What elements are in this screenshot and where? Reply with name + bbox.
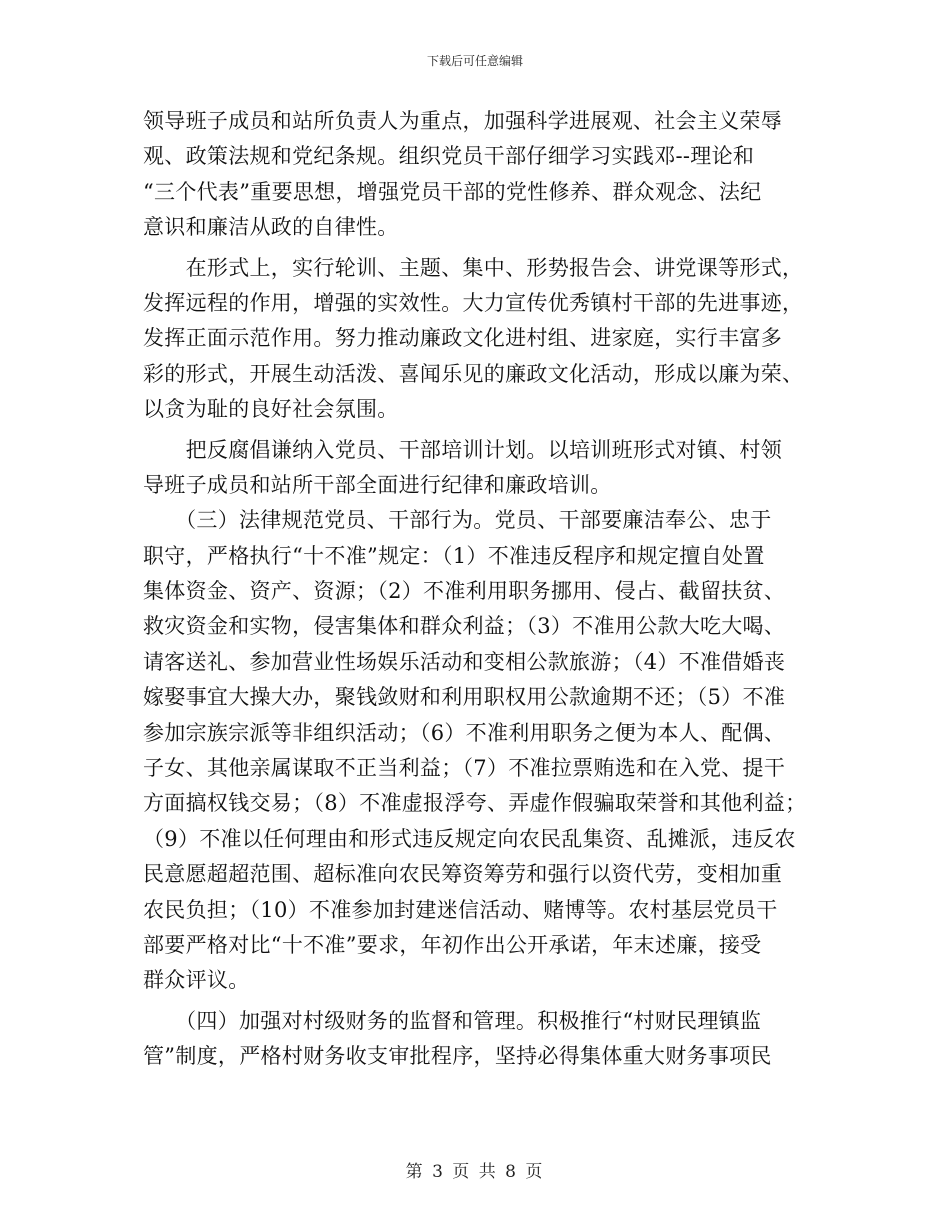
document-body — [143, 104, 813, 1075]
text-line: 把反腐倡谦纳入党员、干部培训计划。以培训班形式对镇、村领 — [143, 437, 782, 462]
text-line: 救灾资金和实物，侵害集体和群众利益；（3）不准用公款大吃大喝、 — [143, 614, 786, 639]
text-line: “三个代表”重要思想，增强党员干部的党性修养、群众观念、法纪 — [143, 179, 762, 204]
text-line: 部要严格对比“十不准”要求，年初作出公开承诺，年末述廉，接受 — [143, 932, 762, 957]
text-line: 以贪为耻的良好社会氛围。 — [143, 397, 399, 422]
text-line: 群众评议。 — [143, 968, 250, 993]
paragraph — [143, 104, 813, 246]
text-line: 职守，严格执行“十不准”规定：（1）不准违反程序和规定擅自处置 — [143, 543, 765, 568]
text-line: 观、政策法规和党纪条规。组织党员干部仔细学习实践邓--理论和 — [143, 144, 755, 169]
paragraph — [143, 1004, 813, 1075]
text-line: 方面搞权钱交易；（8）不准虚报浮夸、弄虚作假骗取荣誉和其他利益； — [143, 791, 807, 816]
text-line: 在形式上，实行轮训、主题、集中、形势报告会、讲党课等形式， — [143, 255, 804, 280]
text-line: 农民负担；（10）不准参加封建迷信活动、赌博等。农村基层党员干 — [143, 897, 778, 922]
page-footer: 第 3 页 共 8 页 — [405, 1162, 545, 1182]
paragraph — [143, 433, 813, 504]
text-line: 意识和廉洁从政的自律性。 — [143, 215, 399, 240]
text-line: 集体资金、资产、资源；（2）不准利用职务挪用、侵占、截留扶贫、 — [143, 579, 786, 604]
text-line: 民意愿超超范围、超标准向农民筹资筹劳和强行以资代劳，变相加重 — [143, 862, 782, 887]
text-line: 导班子成员和站所干部全面进行纪律和廉政培训。 — [143, 472, 612, 497]
page-header: 下载后可任意编辑 — [426, 54, 523, 68]
text-line: 参加宗族宗派等非组织活动；（6）不准利用职务之便为本人、配偶、 — [143, 720, 786, 745]
paragraph — [143, 251, 813, 428]
text-line: （四）加强对村级财务的监督和管理。积极推行“村财民理镇监 — [143, 1008, 762, 1033]
text-line: 发挥正面示范作用。努力推动廉政文化进村组、进家庭，实行丰富多 — [143, 326, 782, 351]
text-line: （三）法律规范党员、干部行为。党员、干部要廉洁奉公、忠于 — [143, 508, 772, 533]
text-line: 子女、其他亲属谋取不正当利益；（7）不准拉票贿选和在入党、提干 — [143, 756, 786, 781]
text-line: 彩的形式，开展生动活泼、喜闻乐见的廉政文化活动，形成以廉为荣、 — [143, 361, 804, 386]
text-line: 嫁娶事宜大操大办，聚钱敛财和利用职权用公款逾期不还；（5）不准 — [143, 685, 786, 710]
text-line: 发挥远程的作用，增强的实效性。大力宣传优秀镇村干部的先进事迹， — [143, 290, 804, 315]
text-line: （9）不准以任何理由和形式违反规定向农民乱集资、乱摊派，违反农 — [143, 826, 796, 851]
paragraph — [143, 503, 813, 998]
text-line: 管”制度，严格村财务收支审批程序，坚持必得集体重大财务事项民 — [143, 1044, 772, 1069]
text-line: 请客送礼、参加营业性场娱乐活动和变相公款旅游；（4）不准借婚丧 — [143, 649, 786, 674]
text-line: 领导班子成员和站所负责人为重点，加强科学进展观、社会主义荣辱 — [143, 109, 782, 133]
